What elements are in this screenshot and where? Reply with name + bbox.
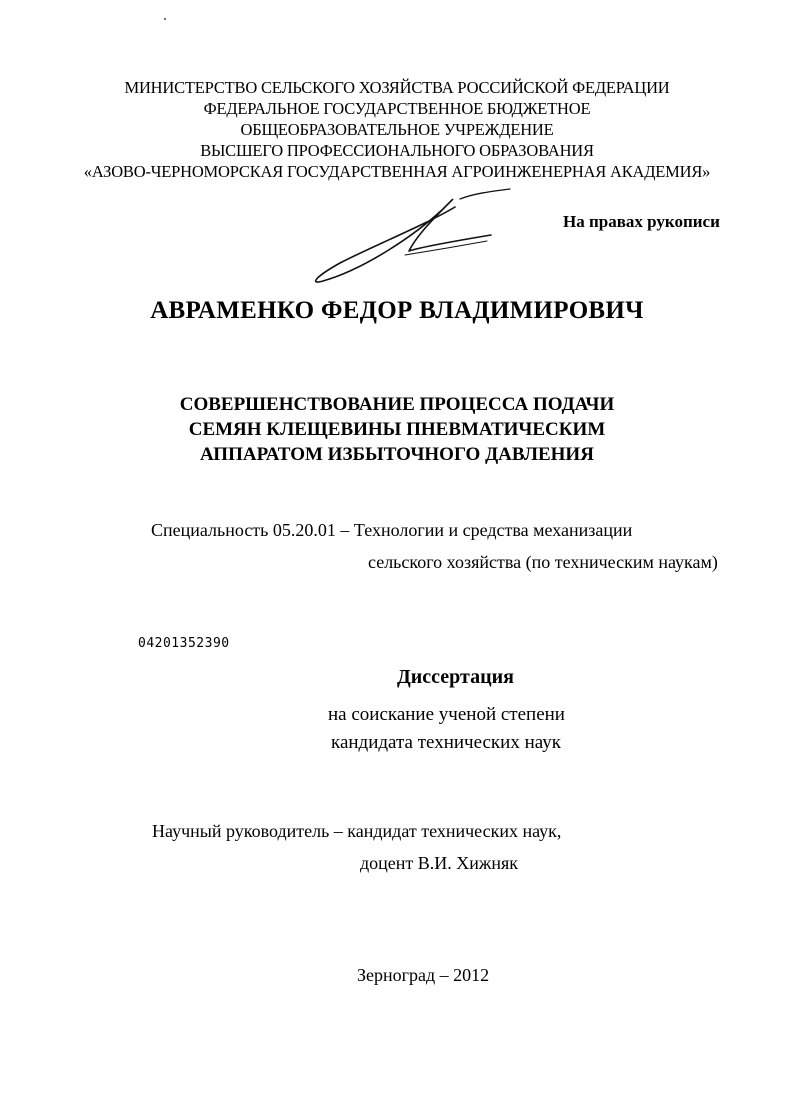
institution-header [0, 77, 794, 182]
scan-speck [164, 18, 166, 20]
institution-line: ВЫСШЕГО ПРОФЕССИОНАЛЬНОГО ОБРАЗОВАНИЯ [200, 141, 594, 160]
manuscript-rights: На правах рукописи [563, 212, 720, 231]
author-name: АВРАМЕНКО ФЕДОР ВЛАДИМИРОВИЧ [150, 297, 644, 324]
dissertation-title [0, 392, 794, 467]
institution-line: ОБЩЕОБРАЗОВАТЕЛЬНОЕ УЧРЕЖДЕНИЕ [240, 120, 554, 139]
supervisor-line-2: доцент В.И. Хижняк [360, 853, 519, 873]
dissertation-heading: Диссертация [397, 666, 514, 688]
supervisor-line-1: Научный руководитель – кандидат технических наук, [152, 821, 562, 841]
title-line: СОВЕРШЕНСТВОВАНИЕ ПРОЦЕССА ПОДАЧИ [179, 394, 615, 415]
specialty-line-2: сельского хозяйства (по техническим наукам) [368, 552, 718, 572]
signature [305, 185, 520, 290]
specialty-line-1: Специальность 05.20.01 – Технологии и средства механизации [151, 520, 633, 540]
institution-line: ФЕДЕРАЛЬНОЕ ГОСУДАРСТВЕННОЕ БЮДЖЕТНОЕ [203, 99, 591, 118]
degree-line-2: кандидата технических наук [331, 732, 561, 753]
place-year: Зерноград – 2012 [357, 965, 490, 985]
degree-line-1: на соискание ученой степени [328, 704, 565, 725]
institution-line: «АЗОВО-ЧЕРНОМОРСКАЯ ГОСУДАРСТВЕННАЯ АГРОИНЖЕНЕРНАЯ АКАДЕМИЯ» [83, 162, 711, 181]
title-line: АППАРАТОМ ИЗБЫТОЧНОГО ДАВЛЕНИЯ [200, 444, 594, 465]
registry-number: 04201352390 [138, 636, 230, 651]
title-line: СЕМЯН КЛЕЩЕВИНЫ ПНЕВМАТИЧЕСКИМ [188, 419, 606, 440]
institution-line: МИНИСТЕРСТВО СЕЛЬСКОГО ХОЗЯЙСТВА РОССИЙСКОЙ ФЕДЕРАЦИИ [124, 78, 670, 97]
